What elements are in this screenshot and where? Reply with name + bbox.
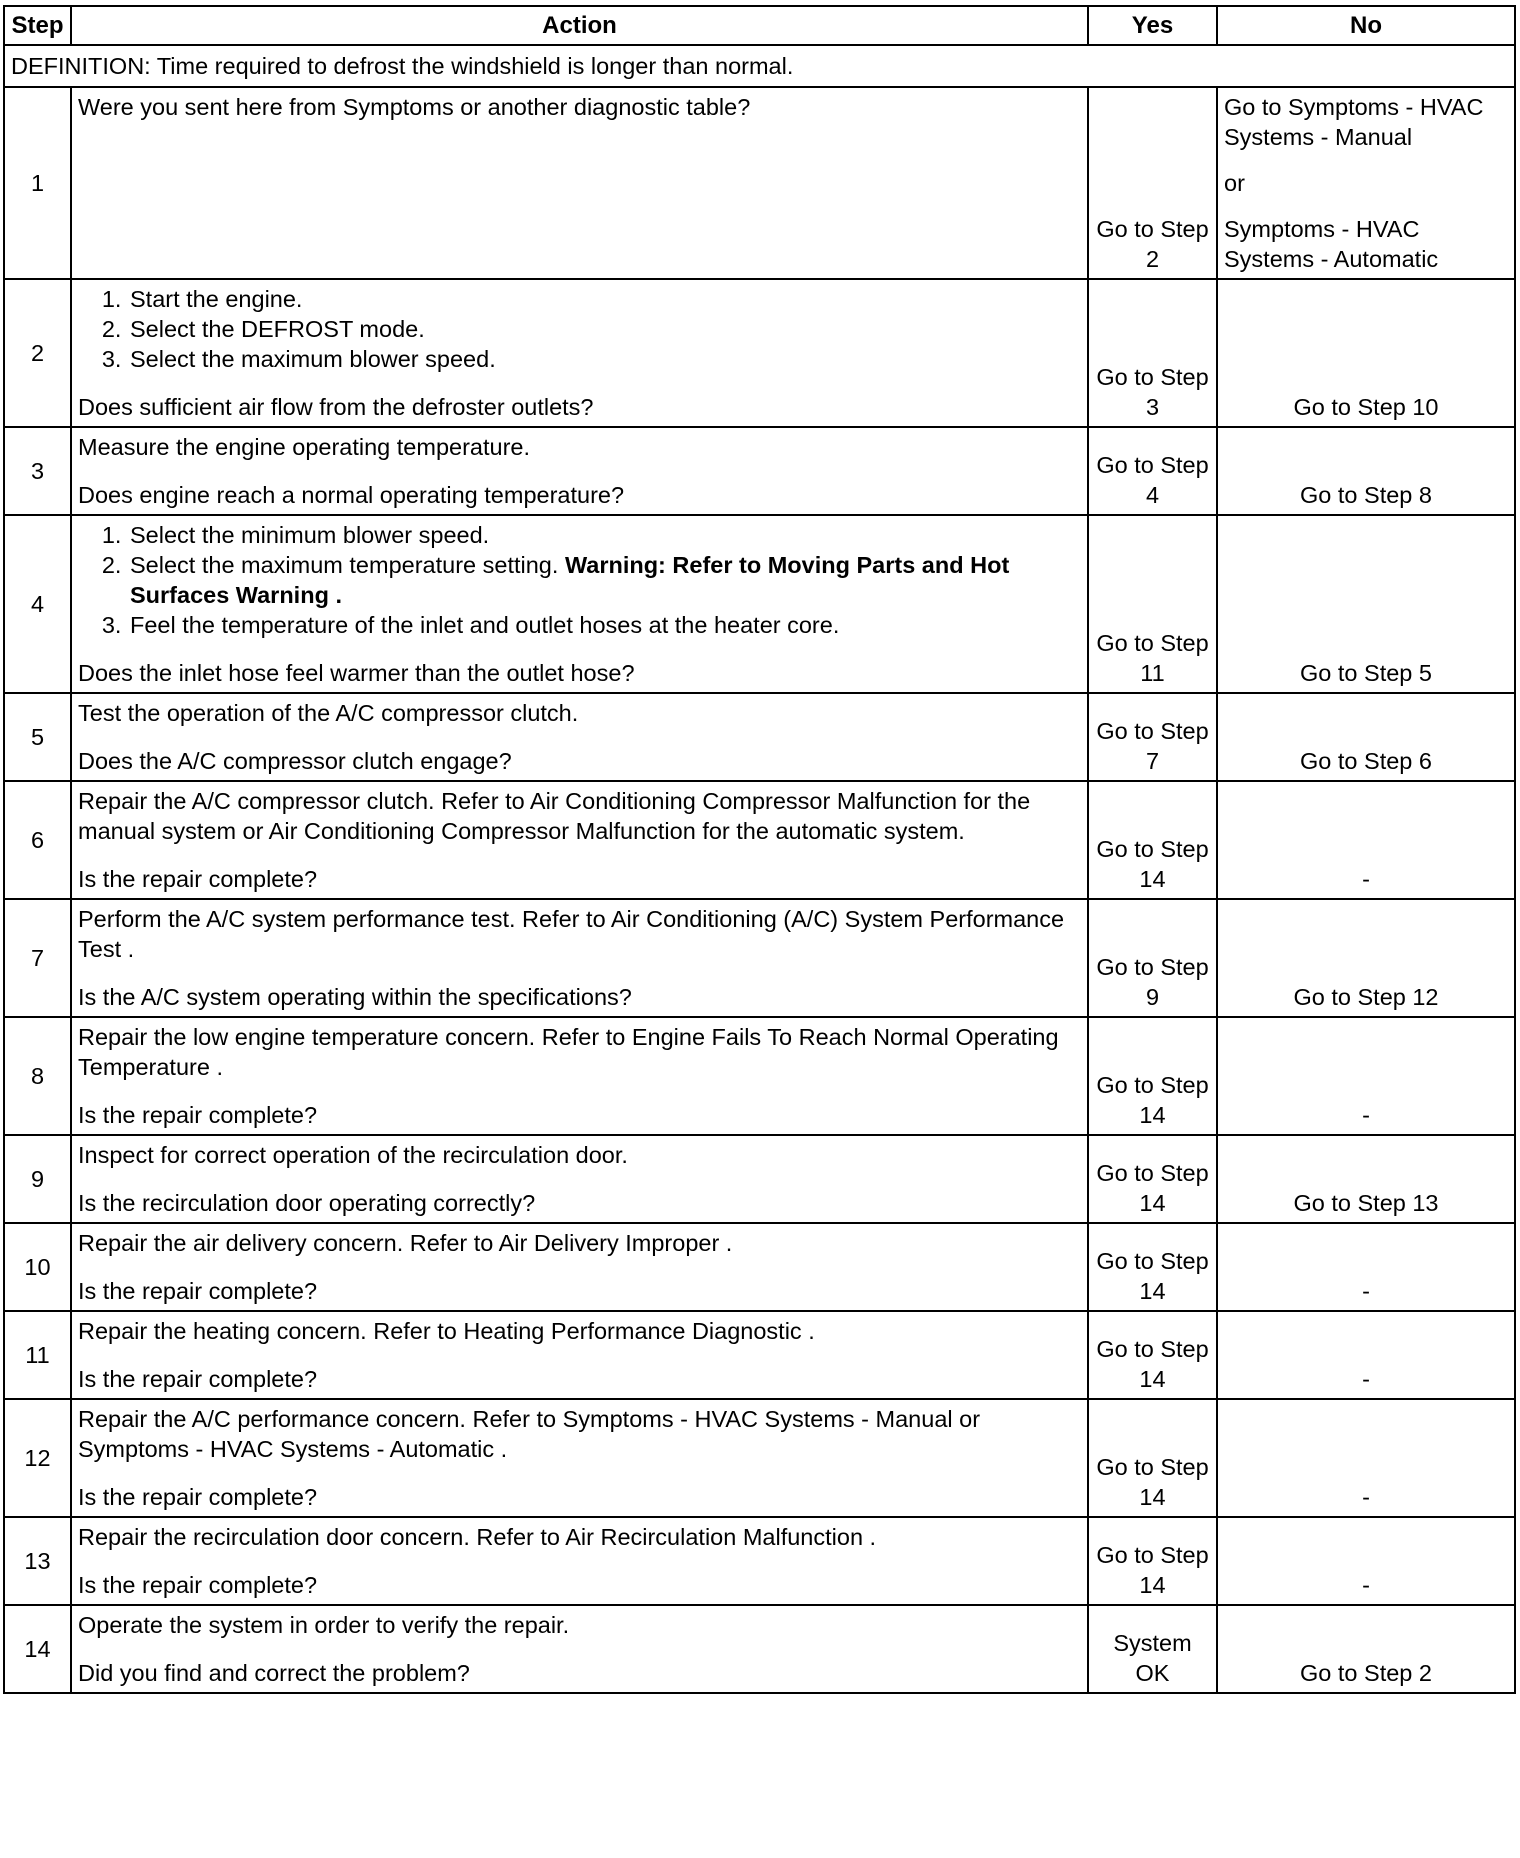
step-number: 2 bbox=[4, 279, 71, 427]
procedure-item: 2. Select the DEFROST mode. bbox=[128, 314, 1081, 344]
action-text: Repair the low engine temperature concern. Refer to Engine Fails To Reach Normal Operating Temperature . bbox=[78, 1024, 1059, 1080]
step-number: 5 bbox=[4, 693, 71, 781]
action-cell bbox=[71, 279, 1088, 427]
no-result: Go to Step 6 bbox=[1217, 693, 1515, 781]
procedure-item: 1. Start the engine. bbox=[128, 284, 1081, 314]
table-row bbox=[4, 1017, 1515, 1135]
step-number: 14 bbox=[4, 1605, 71, 1693]
procedure-list bbox=[78, 284, 1081, 374]
question-text: Does the inlet hose feel warmer than the outlet hose? bbox=[78, 660, 635, 686]
table-row bbox=[4, 1399, 1515, 1517]
header-row bbox=[4, 6, 1515, 45]
step-number: 4 bbox=[4, 515, 71, 693]
action-text: Measure the engine operating temperature. bbox=[78, 434, 531, 460]
table-row bbox=[4, 87, 1515, 279]
step-number: 7 bbox=[4, 899, 71, 1017]
action-text: Repair the A/C performance concern. Refer to Symptoms - HVAC Systems - Manual or Symptoms - HVAC Systems - Automatic . bbox=[78, 1406, 981, 1462]
step-number: 8 bbox=[4, 1017, 71, 1135]
no-result: Go to Step 5 bbox=[1217, 515, 1515, 693]
yes-result: Go to Step 14 bbox=[1088, 1017, 1217, 1135]
no-result-line: Go to Symptoms - HVAC Systems - Manual bbox=[1224, 94, 1484, 150]
step-number: 9 bbox=[4, 1135, 71, 1223]
no-result: - bbox=[1217, 1399, 1515, 1517]
definition-row bbox=[4, 45, 1515, 87]
yes-result: Go to Step 14 bbox=[1088, 1135, 1217, 1223]
step-number: 10 bbox=[4, 1223, 71, 1311]
no-result: Go to Step 8 bbox=[1217, 427, 1515, 515]
step-number: 6 bbox=[4, 781, 71, 899]
procedure-item: 3. Select the maximum blower speed. bbox=[128, 344, 1081, 374]
question-text: Did you find and correct the problem? bbox=[78, 1660, 470, 1686]
question-text: Is the A/C system operating within the specifications? bbox=[78, 984, 632, 1010]
question-text: Does the A/C compressor clutch engage? bbox=[78, 748, 512, 774]
warning-link[interactable]: Warning: Refer to Moving Parts and Hot Surfaces Warning . bbox=[130, 552, 1010, 608]
action-cell bbox=[71, 515, 1088, 693]
question-text: Is the repair complete? bbox=[78, 1572, 318, 1598]
action-text: Repair the heating concern. Refer to Heating Performance Diagnostic . bbox=[78, 1318, 815, 1344]
header-yes: Yes bbox=[1088, 6, 1217, 45]
question-text: Is the repair complete? bbox=[78, 866, 318, 892]
action-text: Test the operation of the A/C compressor clutch. bbox=[78, 700, 579, 726]
yes-result: Go to Step 4 bbox=[1088, 427, 1217, 515]
step-number: 11 bbox=[4, 1311, 71, 1399]
procedure-item: 3. Feel the temperature of the inlet and outlet hoses at the heater core. bbox=[128, 610, 1081, 640]
action-cell bbox=[71, 781, 1088, 899]
no-result: Go to Step 12 bbox=[1217, 899, 1515, 1017]
no-result: Go to Step 10 bbox=[1217, 279, 1515, 427]
no-result: - bbox=[1217, 1311, 1515, 1399]
action-text: Repair the A/C compressor clutch. Refer to Air Conditioning Compressor Malfunction for the manual system or Air Conditioning Compressor Malfunction for the automatic system. bbox=[78, 788, 1031, 844]
action-text: Inspect for correct operation of the recirculation door. bbox=[78, 1142, 628, 1168]
procedure-list bbox=[78, 520, 1081, 640]
no-result: - bbox=[1217, 1517, 1515, 1605]
action-cell bbox=[71, 899, 1088, 1017]
yes-result: Go to Step 14 bbox=[1088, 1223, 1217, 1311]
table-row bbox=[4, 427, 1515, 515]
action-cell bbox=[71, 693, 1088, 781]
table-row bbox=[4, 693, 1515, 781]
step-number: 12 bbox=[4, 1399, 71, 1517]
table-row bbox=[4, 279, 1515, 427]
header-action: Action bbox=[71, 6, 1088, 45]
action-text: Repair the air delivery concern. Refer to Air Delivery Improper . bbox=[78, 1230, 733, 1256]
yes-result: Go to Step 3 bbox=[1088, 279, 1217, 427]
table-row bbox=[4, 1517, 1515, 1605]
step-number: 13 bbox=[4, 1517, 71, 1605]
yes-result: Go to Step 7 bbox=[1088, 693, 1217, 781]
question-text: Is the repair complete? bbox=[78, 1278, 318, 1304]
yes-result: System OK bbox=[1088, 1605, 1217, 1693]
header-step: Step bbox=[4, 6, 71, 45]
no-result: Go to Step 13 bbox=[1217, 1135, 1515, 1223]
table-row bbox=[4, 1605, 1515, 1693]
step-number: 1 bbox=[4, 87, 71, 279]
no-result: - bbox=[1217, 1223, 1515, 1311]
no-result: Go to Step 2 bbox=[1217, 1605, 1515, 1693]
question-text: Does sufficient air flow from the defroster outlets? bbox=[78, 394, 594, 420]
yes-result: Go to Step 14 bbox=[1088, 1311, 1217, 1399]
table-row bbox=[4, 1311, 1515, 1399]
no-result-line: or bbox=[1224, 170, 1245, 196]
procedure-item bbox=[128, 550, 1081, 610]
question-text: Is the repair complete? bbox=[78, 1484, 318, 1510]
yes-result: Go to Step 2 bbox=[1088, 87, 1217, 279]
yes-result: Go to Step 14 bbox=[1088, 1517, 1217, 1605]
procedure-item: 1. Select the minimum blower speed. bbox=[128, 520, 1081, 550]
header-no: No bbox=[1217, 6, 1515, 45]
action-cell bbox=[71, 1135, 1088, 1223]
action-text: Were you sent here from Symptoms or another diagnostic table? bbox=[71, 87, 1088, 279]
no-result: - bbox=[1217, 781, 1515, 899]
action-cell bbox=[71, 1399, 1088, 1517]
question-text: Is the recirculation door operating correctly? bbox=[78, 1190, 536, 1216]
table-row bbox=[4, 515, 1515, 693]
action-cell bbox=[71, 1311, 1088, 1399]
yes-result: Go to Step 14 bbox=[1088, 1399, 1217, 1517]
table-row bbox=[4, 781, 1515, 899]
action-cell bbox=[71, 1517, 1088, 1605]
no-result-line: Symptoms - HVAC Systems - Automatic bbox=[1224, 216, 1439, 272]
yes-result: Go to Step 9 bbox=[1088, 899, 1217, 1017]
action-text: Operate the system in order to verify the repair. bbox=[78, 1612, 570, 1638]
table-row bbox=[4, 899, 1515, 1017]
procedure-item-text: Select the maximum temperature setting. bbox=[130, 552, 559, 578]
action-text: Repair the recirculation door concern. Refer to Air Recirculation Malfunction . bbox=[78, 1524, 877, 1550]
table-row bbox=[4, 1135, 1515, 1223]
action-text: Perform the A/C system performance test. Refer to Air Conditioning (A/C) System Performance Test . bbox=[78, 906, 1065, 962]
question-text: Is the repair complete? bbox=[78, 1366, 318, 1392]
definition-text: DEFINITION: Time required to defrost the windshield is longer than normal. bbox=[4, 45, 1515, 87]
table-row bbox=[4, 1223, 1515, 1311]
yes-result: Go to Step 14 bbox=[1088, 781, 1217, 899]
action-cell bbox=[71, 1017, 1088, 1135]
action-cell bbox=[71, 1605, 1088, 1693]
action-cell bbox=[71, 427, 1088, 515]
no-result bbox=[1217, 87, 1515, 279]
no-result: - bbox=[1217, 1017, 1515, 1135]
step-number: 3 bbox=[4, 427, 71, 515]
diagnostic-table bbox=[3, 5, 1516, 1694]
question-text: Is the repair complete? bbox=[78, 1102, 318, 1128]
question-text: Does engine reach a normal operating temperature? bbox=[78, 482, 625, 508]
action-cell bbox=[71, 1223, 1088, 1311]
yes-result: Go to Step 11 bbox=[1088, 515, 1217, 693]
